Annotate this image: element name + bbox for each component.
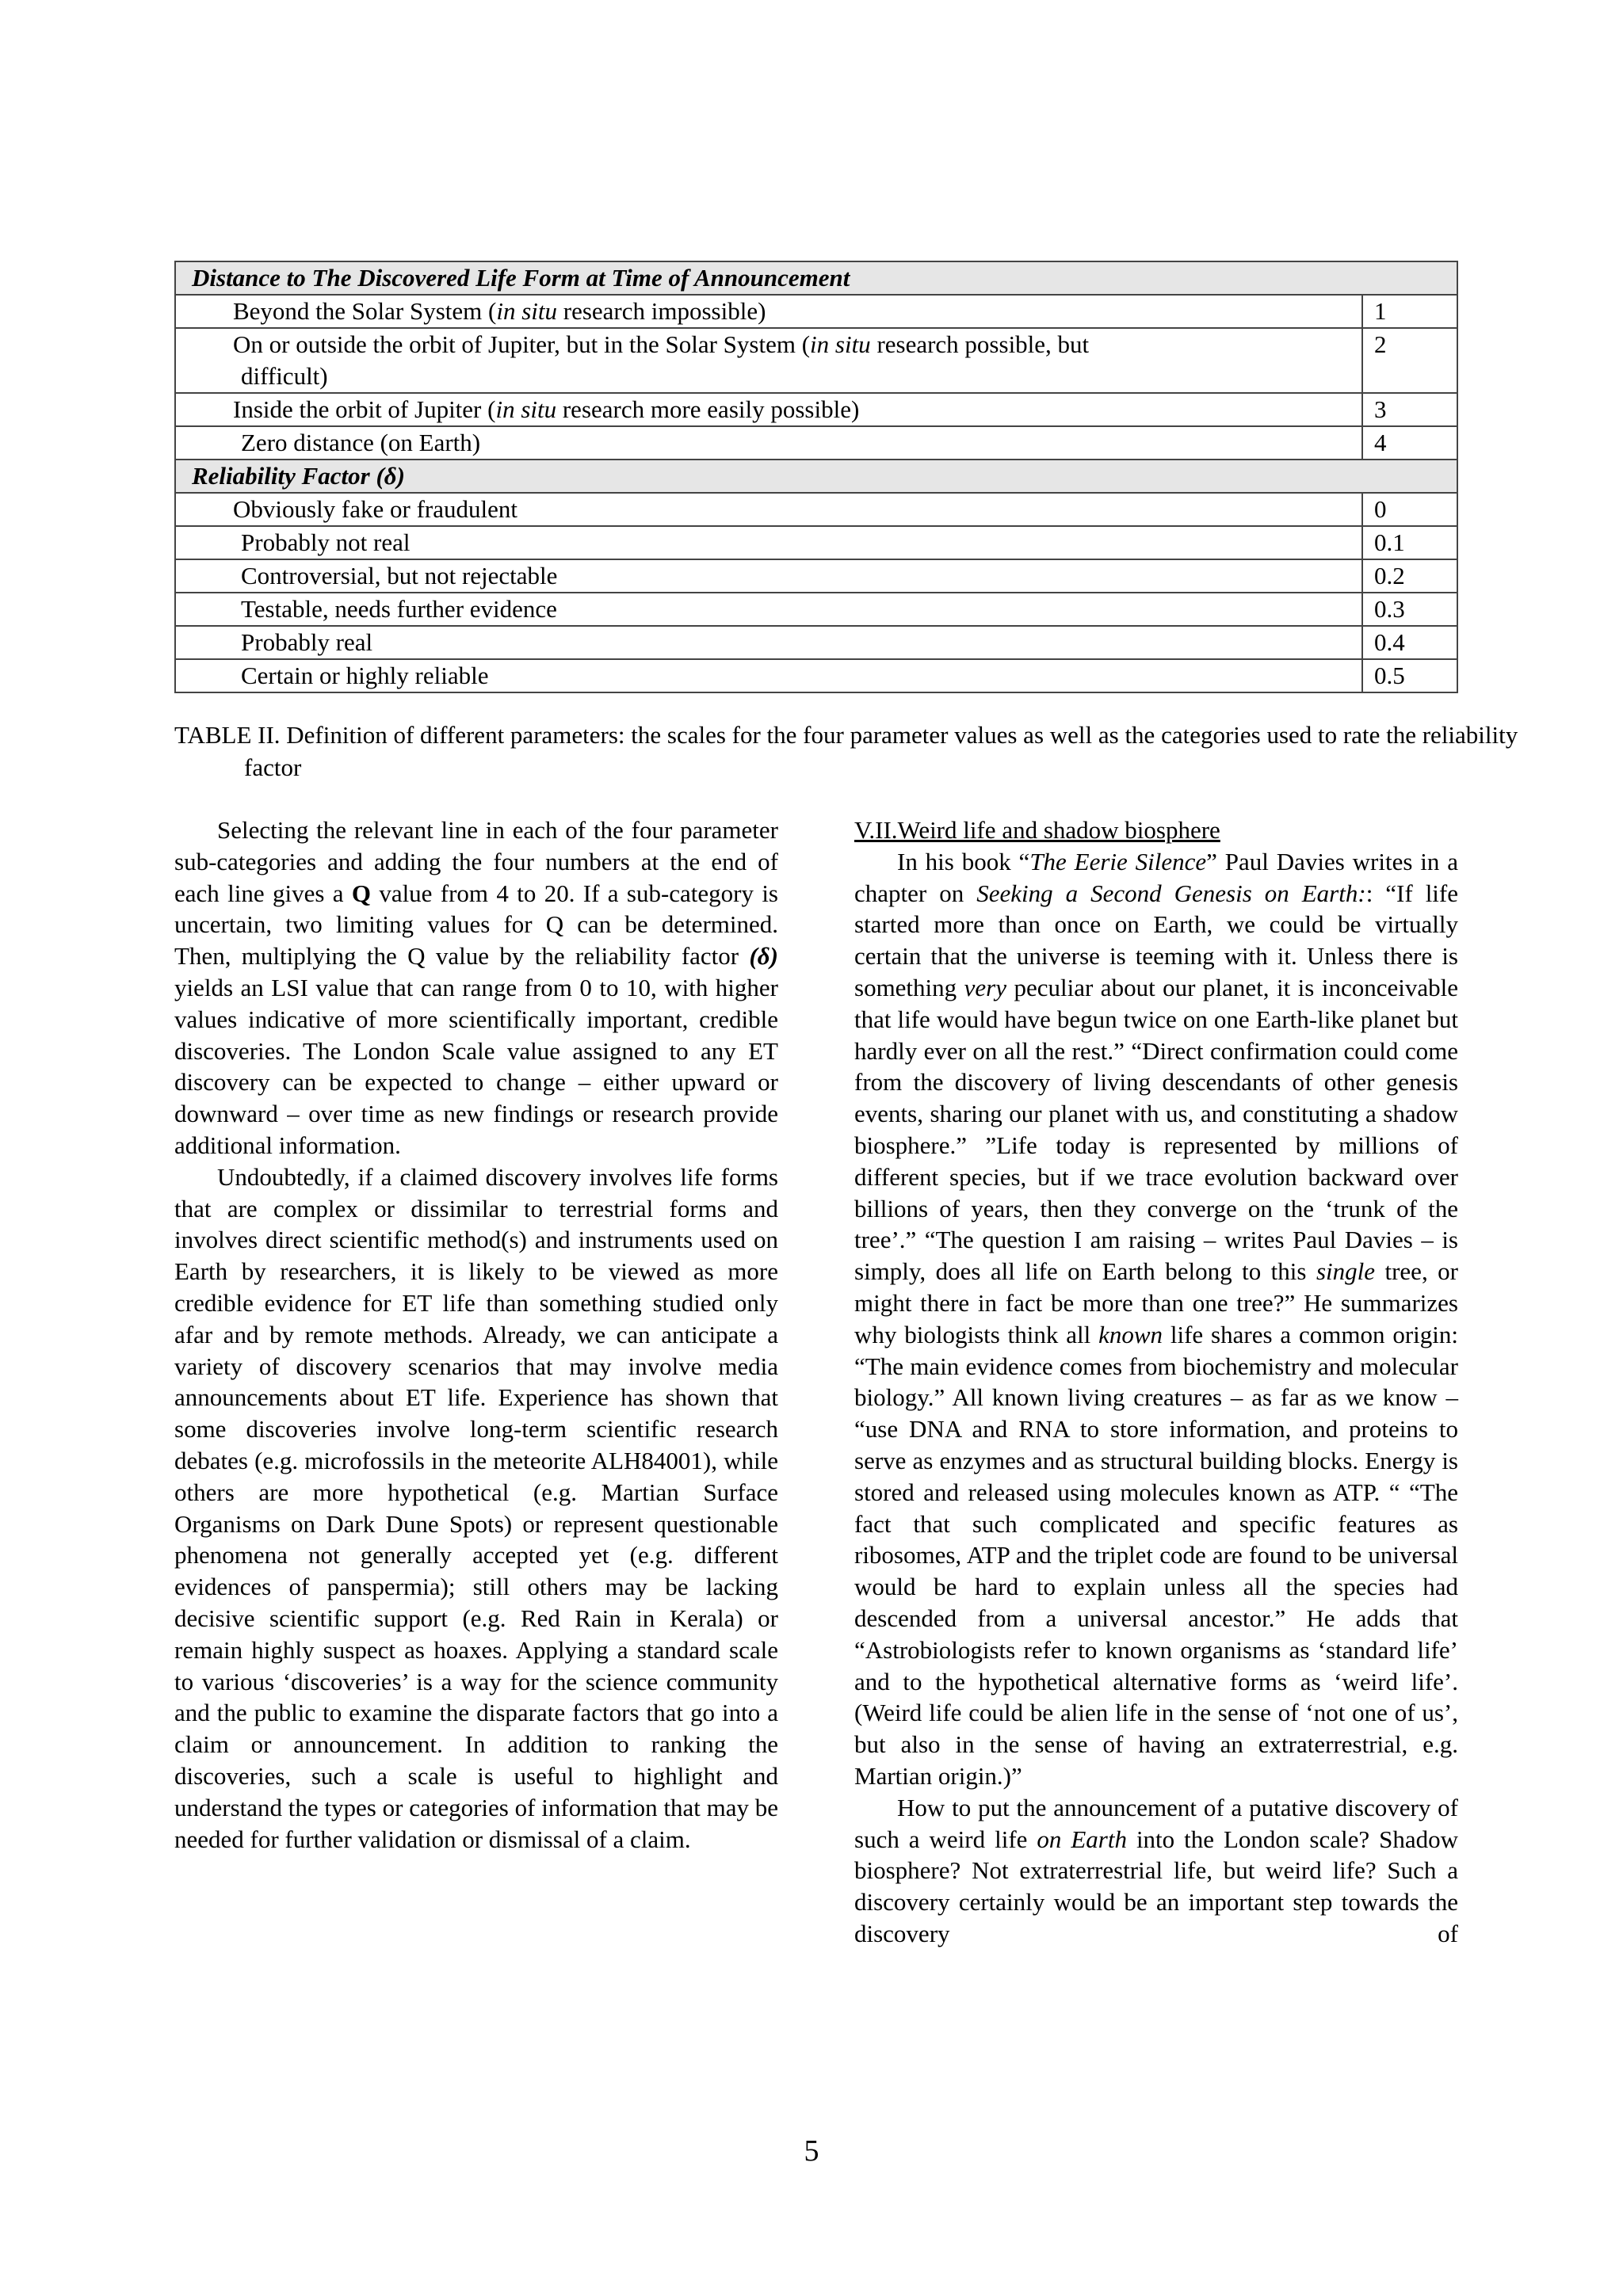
- row-label: On or outside the orbit of Jupiter, but in the Solar System (in situ research possible, but difficult): [175, 328, 1362, 393]
- parameter-table: [174, 261, 1458, 693]
- row-value: 0.2: [1362, 559, 1457, 593]
- section-heading: V.II.Weird life and shadow biosphere: [854, 816, 1220, 844]
- table-row: [175, 626, 1457, 659]
- row-value: 0: [1362, 493, 1457, 526]
- row-label: Controversial, but not rejectable: [175, 559, 1362, 593]
- table-row: [175, 295, 1457, 328]
- row-value: 2: [1362, 328, 1457, 393]
- table-row: [175, 426, 1457, 460]
- table-row: [175, 593, 1457, 626]
- table-row: [175, 559, 1457, 593]
- paragraph: How to put the announcement of a putative discovery of such a weird life on Earth into the London scale? Shadow biosphere? Not extraterrestrial life, but weird life? Such a discovery certainly would be an important step towards the discovery of: [854, 1793, 1458, 1947]
- row-label: Inside the orbit of Jupiter (in situ research more easily possible): [175, 393, 1362, 426]
- right-column: [854, 814, 1458, 1950]
- section-title: Distance to The Discovered Life Form at Time of Announcement: [175, 261, 1457, 295]
- section-title: Reliability Factor (δ): [175, 460, 1457, 493]
- row-value: 0.5: [1362, 659, 1457, 692]
- paragraph: Undoubtedly, if a claimed discovery involves life forms that are complex or dissimilar to terrestrial forms and involves direct scientific method(s) and instruments used on Earth by researchers, it is likely to be viewed as more credible evidence for ET life than something studied only afar and by remote methods. Already, we can anticipate a variety of discovery scenarios that may involve media announcements about ET life. Experience has shown that some discoveries involve long-term scientific research debates (e.g. microfossils in the meteorite ALH84001), while others are more hypothetical (e.g. Martian Surface Organisms on Dark Dune Spots) or represent questionable phenomena not generally accepted yet (e.g. different evidences of panspermia); still others may be lacking decisive scientific support (e.g. Red Rain in Kerala) or remain highly suspect as hoaxes. Applying a standard scale to various ‘discoveries’ is a way for the science community and the public to examine the disparate factors that go into a claim or announcement. In addition to ranking the discoveries, such a scale is useful to highlight and understand the types or categories of information that may be needed for further validation or dismissal of a claim.: [174, 1162, 778, 1853]
- page-number: 5: [804, 2134, 819, 2168]
- left-column: [174, 814, 778, 1855]
- table-row: [175, 328, 1457, 393]
- row-value: 1: [1362, 295, 1457, 328]
- paragraph: Selecting the relevant line in each of the four parameter sub-categories and adding the four numbers at the end of each line gives a Q value from 4 to 20. If a sub-category is uncertain, two limiting values for Q can be determined. Then, multiplying the Q value by the reliability factor (δ) yields an LSI value that can range from 0 to 10, with higher values indicative of more scientifically important, credible discoveries. The London Scale value assigned to any ET discovery can be expected to change – either upward or downward – over time as new findings or research provide additional information.: [174, 816, 778, 1159]
- row-label: Obviously fake or fraudulent: [175, 493, 1362, 526]
- row-value: 4: [1362, 426, 1457, 460]
- table-row: [175, 526, 1457, 559]
- table-section-header: [175, 460, 1457, 493]
- row-label: Probably not real: [175, 526, 1362, 559]
- row-value: 0.3: [1362, 593, 1457, 626]
- row-value: 0.1: [1362, 526, 1457, 559]
- row-label: Testable, needs further evidence: [175, 593, 1362, 626]
- table-row: [175, 493, 1457, 526]
- table-section-header: [175, 261, 1457, 295]
- row-value: 3: [1362, 393, 1457, 426]
- table-row: [175, 659, 1457, 692]
- table-caption: TABLE II. Definition of different parameters: the scales for the four parameter values as well as the categories used to rate the reliability factor: [174, 721, 1518, 781]
- row-label: Probably real: [175, 626, 1362, 659]
- row-label: Zero distance (on Earth): [175, 426, 1362, 460]
- table-row: [175, 393, 1457, 426]
- paragraph: In his book “The Eerie Silence” Paul Davies writes in a chapter on Seeking a Second Genesis on Earth:: “If life started more than once on Earth, we could be virtually certain that the universe is teeming with it. Unless there is something very peculiar about our planet, it is inconceivable that life would have begun twice on one Earth-like planet but hardly ever on all the rest.” “Direct confirmation could come from the discovery of living descendants of other genesis events, sharing our planet with us, and constituting a shadow biosphere.” ”Life today is represented by millions of different species, but if we trace evolution backward over billions of years, then they converge on the ‘trunk of the tree’.” “The question I am raising – writes Paul Davies – is simply, does all life on Earth belong to this single tree, or might there in fact be more than one tree?” He summarizes why biologists think all known life shares a common origin: “The main evidence comes from biochemistry and molecular biology.” All known living creatures – as far as we know – “use DNA and RNA to store information, and proteins to serve as enzymes and as structural building blocks. Energy is stored and released using molecules known as ATP. “ “The fact that such complicated and specific features as ribosomes, ATP and the triplet code are found to be universal would be hard to explain unless all the species had descended from a universal ancestor.” He adds that “Astrobiologists refer to known organisms as ‘standard life’ and to the hypothetical alternative forms as ‘weird life’. (Weird life could be alien life in the sense of ‘not one of us’, but also in the sense of having an extraterrestrial, e.g. Martian origin.)”: [854, 847, 1459, 1790]
- row-label: Beyond the Solar System (in situ research impossible): [175, 295, 1362, 328]
- row-label: Certain or highly reliable: [175, 659, 1362, 692]
- row-value: 0.4: [1362, 626, 1457, 659]
